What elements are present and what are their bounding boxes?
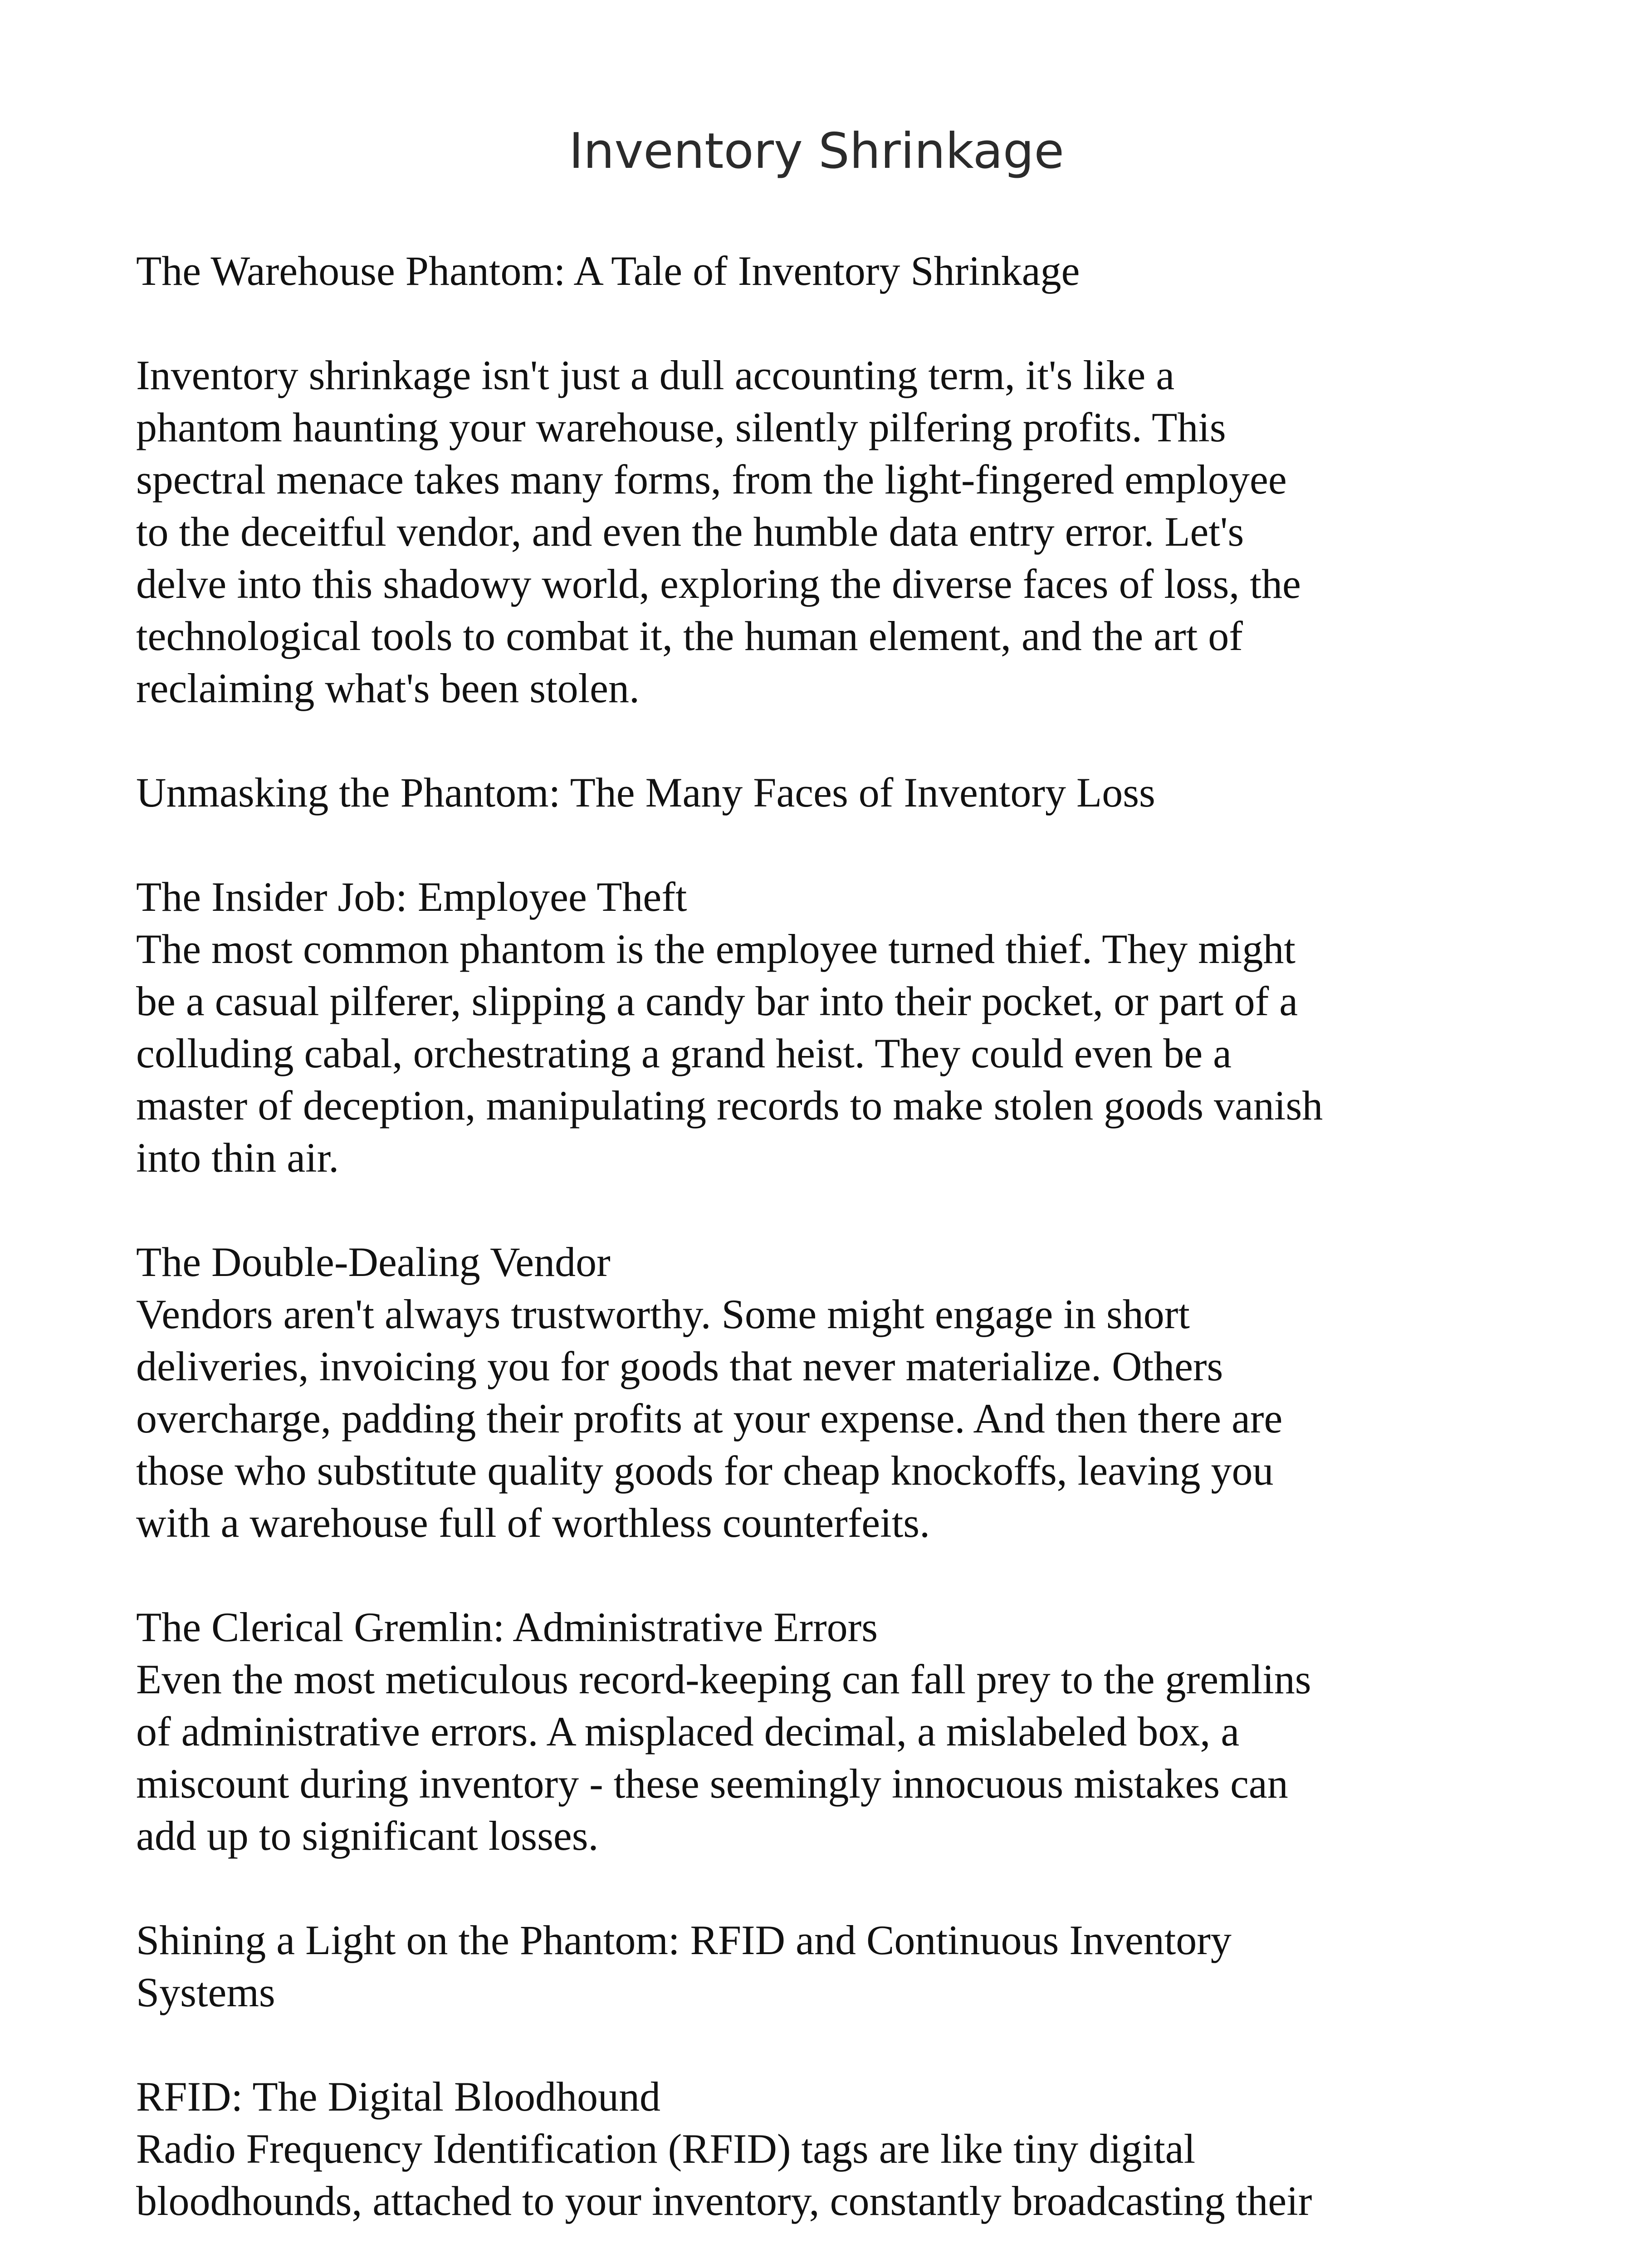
paragraph-gap [136,1862,1497,1914]
paragraph-gap [136,1549,1497,1601]
paragraph-gap [136,714,1497,767]
subheading-admin-errors: The Clerical Gremlin: Administrative Errors [136,1604,878,1650]
paragraph-gap [136,2019,1497,2071]
subheading-rfid: RFID: The Digital Bloodhound [136,2073,660,2120]
paragraph-gap [136,819,1497,871]
intro-paragraph: Inventory shrinkage isn't just a dull accounting term, it's like a phantom haunting your warehouse, silently pilfering profits. This spectral menace takes many forms, from the light-fingered employee to the deceitful vendor, and even the humble data entry error. Let's delve into this shadowy world, exploring the diverse faces of loss, the technological tools to combat it, the human element, and the art of reclaiming what's been stolen. [136,352,1301,711]
paragraph-gap [136,297,1497,349]
running-header: Inventory Shrinkage [569,123,1064,180]
paragraph-gap [136,1184,1497,1236]
subheading-vendor: The Double-Dealing Vendor [136,1239,611,1285]
paragraph-rfid: Radio Frequency Identification (RFID) tags are like tiny digital bloodhounds, attached to your inventory, constantly broadcasting their [136,2126,1312,2224]
subheading-employee-theft: The Insider Job: Employee Theft [136,874,687,920]
article-title: The Warehouse Phantom: A Tale of Inventory Shrinkage [136,248,1080,294]
section-heading-loss: Unmasking the Phantom: The Many Faces of Inventory Loss [136,769,1155,816]
paragraph-employee-theft: The most common phantom is the employee turned thief. They might be a casual pilferer, slipping a candy bar into their pocket, or part of a colluding cabal, orchestrating a grand heist. They could even be a master of deception, manipulating records to make stolen goods vanish into thin air. [136,926,1323,1181]
paragraph-vendor: Vendors aren't always trustworthy. Some might engage in short deliveries, invoicing you for goods that never materialize. Others overcharge, padding their profits at your expense. And then there are those who substitute quality goods for cheap knockoffs, leaving you with a warehouse full of worthless counterfeits. [136,1291,1283,1546]
page-content [136,245,1497,2227]
section-heading-rfid: Shining a Light on the Phantom: RFID and Continuous Inventory Systems [136,1917,1232,2015]
paragraph-admin-errors: Even the most meticulous record-keeping can fall prey to the gremlins of administrative errors. A misplaced decimal, a mislabeled box, a miscount during inventory - these seemingly innocuous mistakes can add up to significant losses. [136,1656,1311,1859]
